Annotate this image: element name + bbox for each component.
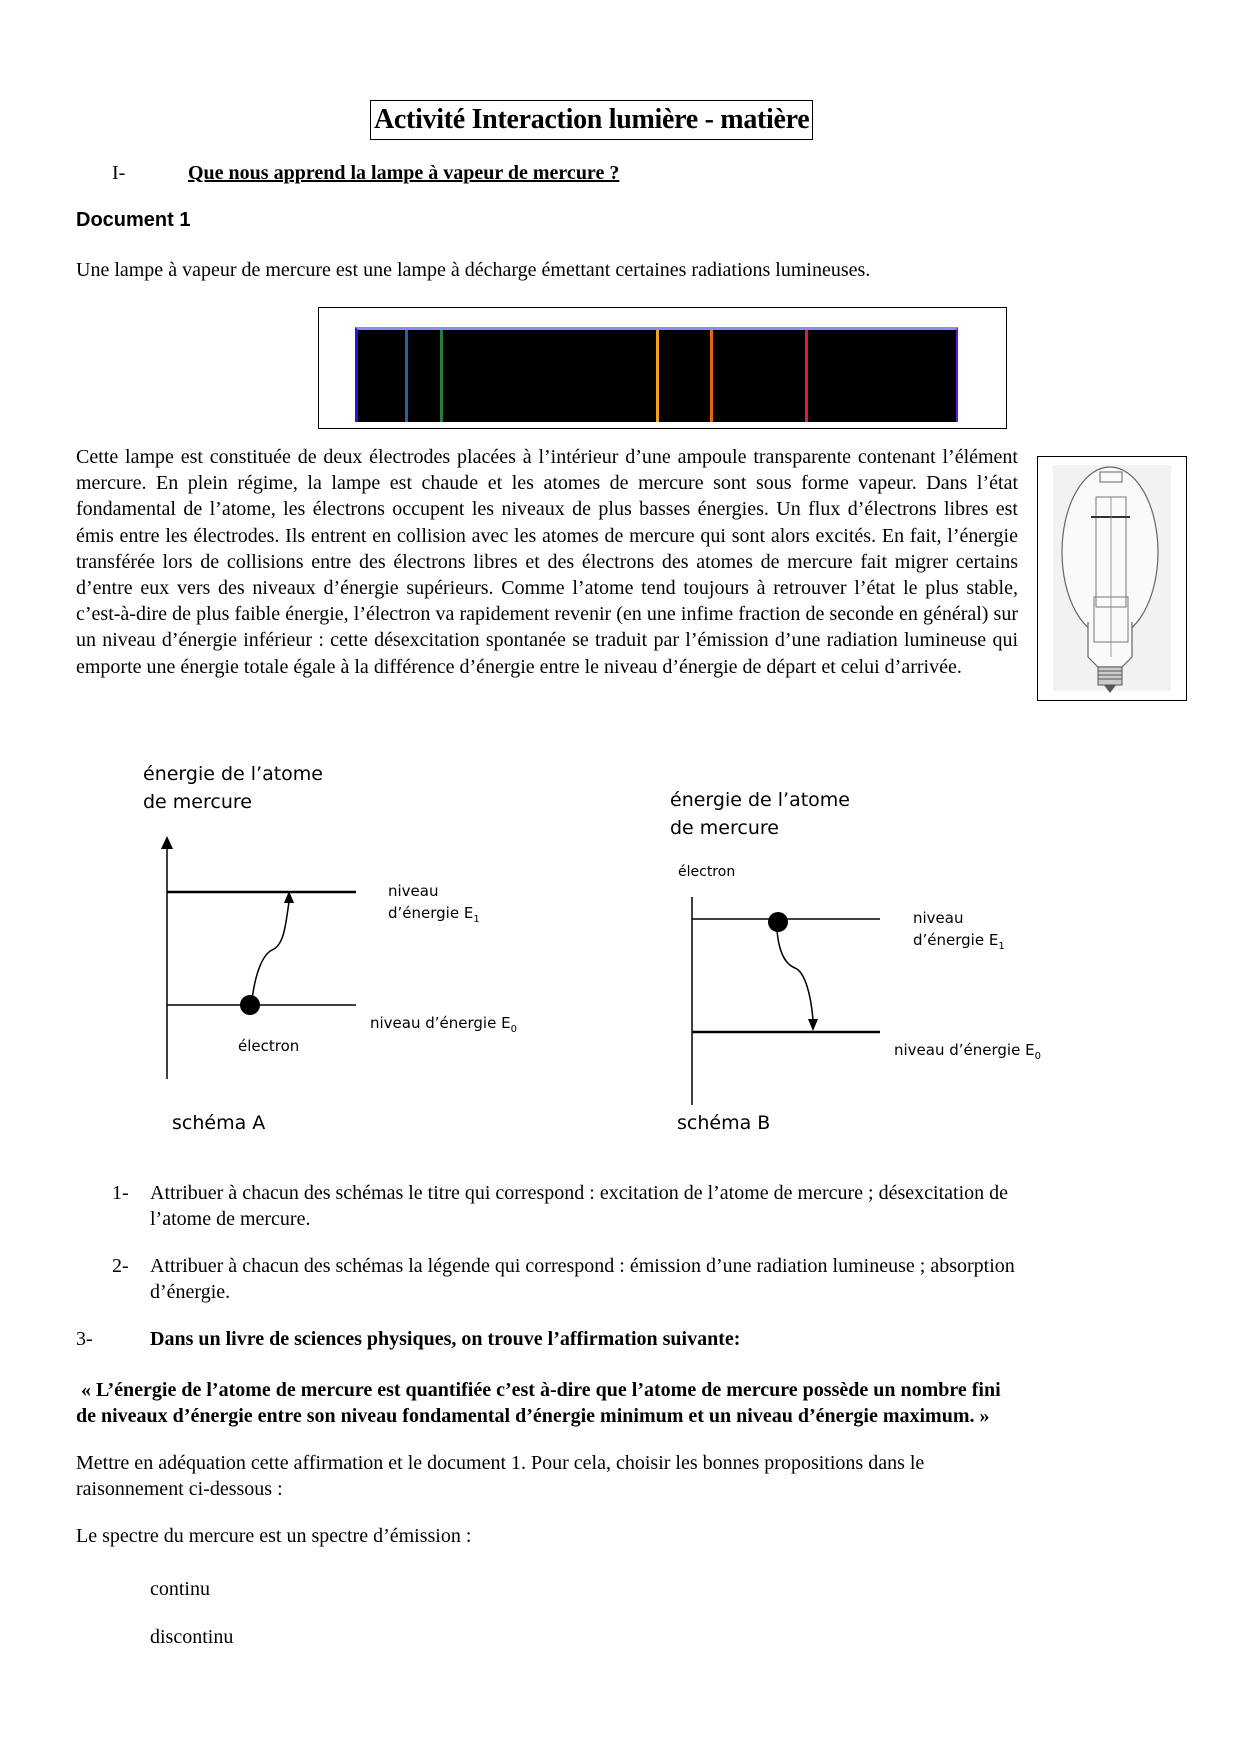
- instruction-line-1: Mettre en adéquation cette affirmation et le document 1. Pour cela, choisir les bonnes propositions dans le: [76, 1452, 925, 1474]
- question-2-line-1: Attribuer à chacun des schémas la légende qui correspond : émission d’une radiation lumineuse ; absorption: [150, 1255, 1015, 1277]
- axis-arrow-icon: [161, 836, 173, 849]
- question-3-number: 3-: [76, 1328, 93, 1350]
- question-1-line-1: Attribuer à chacun des schémas le titre qui correspond : excitation de l’atome de mercure ; désexcitation de: [150, 1182, 1008, 1204]
- schema-a-e1-label-2: d’énergie $E_1$: [388, 904, 480, 925]
- schema-b-e0-label: niveau d’énergie $E_0$: [894, 1041, 1041, 1062]
- document-body-text: Cette lampe est constituée de deux électrodes placées à l’intérieur d’une ampoule transparente contenant l’élément mercure. En plein régime, la lampe est chaude et les atomes de mercure sont sous forme vapeur. Dans l’état fondamental de l’atome, les électrons occupent les niveaux de plus basses énergies. Un flux d’électrons libres est émis entre les électrodes. Ils entrent en collision avec les atomes de mercure qui sont alors excités. En fait, l’énergie transférée lors de collisions entre des électrons libres et des électrons des atomes de mercure fait migrer certains d’entre eux vers des niveaux d’énergie supérieurs. Comme l’atome tend toujours à retrouver l’état le plus stable, c’est-à-dire de plus faible énergie, l’électron va rapidement revenir (en une infime fraction de seconde en général) sur un niveau d’énergie inférieur : cette désexcitation spontanée se traduit par l’émission d’une radiation lumineuse qui emporte une énergie totale égale à la différence d’énergie entre le niveau d’énergie de départ et celui d’arrivée.: [76, 446, 1018, 678]
- spectrum-statement: Le spectre du mercure est un spectre d’émission :: [76, 1525, 472, 1547]
- schema-b-diagram: [692, 897, 880, 1105]
- schema-a-e0-label: niveau d’énergie $E_0$: [370, 1014, 517, 1035]
- electron-dot-icon: [240, 995, 260, 1015]
- option-discontinu[interactable]: discontinu: [150, 1626, 234, 1648]
- schema-a-e1-label-1: niveau: [388, 882, 439, 900]
- question-2-number: 2-: [112, 1255, 129, 1277]
- quote-line-2: de niveaux d’énergie entre son niveau fondamental d’énergie minimum et un niveau d’énergie maximum. »: [76, 1405, 990, 1427]
- intro-text: Une lampe à vapeur de mercure est une lampe à décharge émettant certaines radiations lumineuses.: [76, 259, 871, 281]
- document-label: Document 1: [76, 209, 191, 231]
- quote-line-1: « L’énergie de l’atome de mercure est quantifiée c’est à-dire que l’atome de mercure possède un nombre fini: [76, 1379, 1001, 1401]
- question-2-line-2: d’énergie.: [150, 1281, 231, 1303]
- instruction-line-2: raisonnement ci-dessous :: [76, 1478, 283, 1500]
- schema-b-e1-label-1: niveau: [913, 909, 964, 927]
- schema-b-electron-label: électron: [678, 864, 736, 880]
- schema-b-caption: schéma B: [677, 1112, 771, 1134]
- schema-a-axis-label-2: de mercure: [143, 791, 252, 813]
- question-3-text: Dans un livre de sciences physiques, on trouve l’affirmation suivante:: [150, 1328, 741, 1350]
- page-title: Activité Interaction lumière - matière: [370, 100, 813, 140]
- electron-dot-icon: [768, 912, 788, 932]
- schema-b-axis-label-1: énergie de l’atome: [670, 789, 850, 811]
- schema-a-caption: schéma A: [172, 1112, 266, 1134]
- schema-b-axis-label-2: de mercure: [670, 817, 779, 839]
- schema-a-axis-label-1: énergie de l’atome: [143, 763, 323, 785]
- question-1-number: 1-: [112, 1182, 129, 1204]
- schema-a-electron-label: électron: [238, 1037, 300, 1055]
- section-number: I-: [112, 162, 126, 184]
- option-continu[interactable]: continu: [150, 1578, 210, 1600]
- schema-b-e1-label-2: d’énergie $E_1$: [913, 931, 1005, 952]
- section-heading: Que nous apprend la lampe à vapeur de mercure ?: [188, 162, 620, 184]
- question-1-line-2: l’atome de mercure.: [150, 1208, 311, 1230]
- down-arrow-icon: [808, 1019, 818, 1031]
